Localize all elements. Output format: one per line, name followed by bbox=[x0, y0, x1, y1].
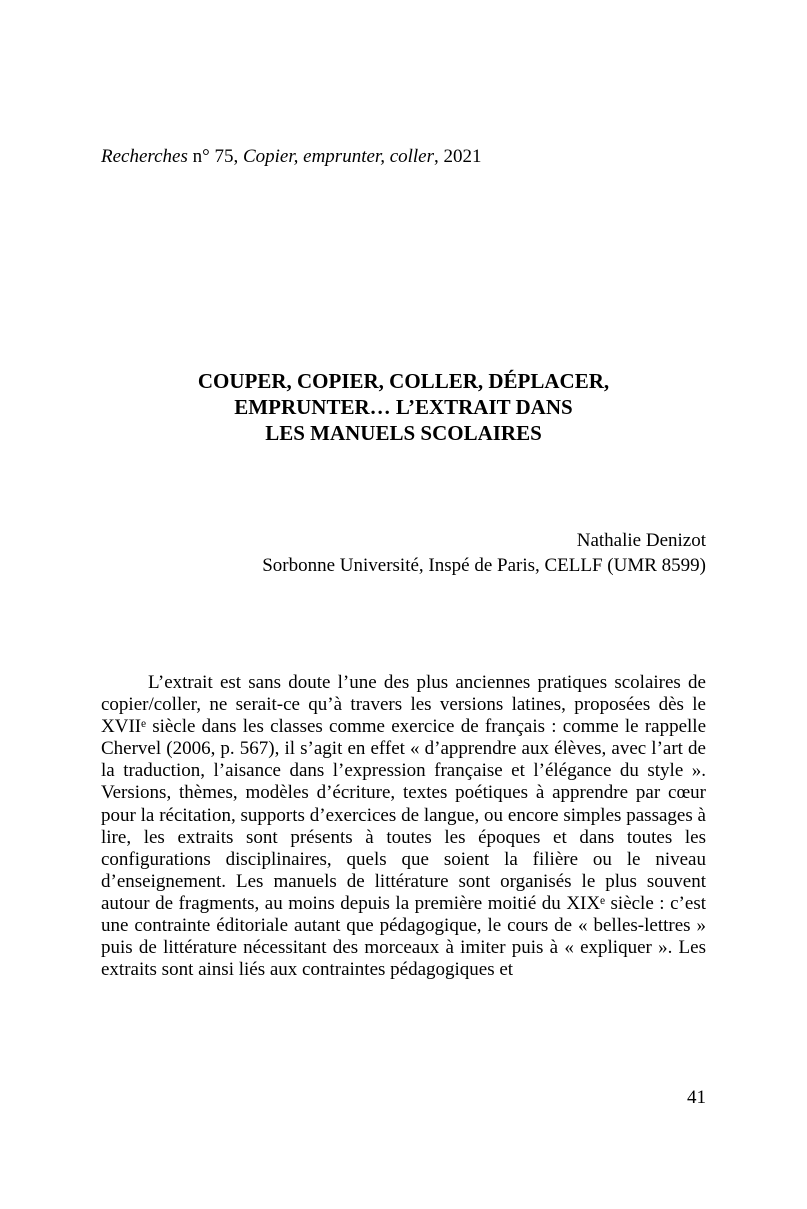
author-block bbox=[262, 528, 706, 578]
issue-number: n° 75, bbox=[187, 146, 243, 167]
running-header bbox=[101, 145, 482, 169]
issue-year: , 2021 bbox=[434, 146, 482, 167]
issue-theme: Copier, emprunter, coller bbox=[242, 146, 435, 167]
title-line: EMPRUNTER… L’EXTRAIT DANS bbox=[234, 395, 573, 419]
journal-name: Recherches bbox=[101, 146, 188, 167]
title-line: COUPER, COPIER, COLLER, DÉPLACER, bbox=[197, 369, 610, 393]
author-name: Nathalie Denizot bbox=[576, 530, 706, 551]
author-affiliation: Sorbonne Université, Inspé de Paris, CELLF (UMR 8599) bbox=[262, 555, 706, 576]
article-title bbox=[101, 368, 706, 446]
title-line: LES MANUELS SCOLAIRES bbox=[265, 421, 542, 445]
body-paragraph: L’extrait est sans doute l’une des plus anciennes pratiques scolaires de copier/coller, ne serait-ce qu’à travers les versions latines, proposées dès le XVIIᵉ siècle dans les classes comme exercice de français : comme le rappelle Chervel (2006, p. 567), il s’agit en effet « d’apprendre aux élèves, avec l’art de la traduction, l’aisance dans l’expression française et l’élégance du style ». Versions, thèmes, modèles d’écriture, textes poétiques à apprendre par cœur pour la récitation, supports d’exercices de langue, ou encore simples passages à lire, les extraits sont présents à toutes les époques et dans toutes les configurations disciplinaires, quels que soient la filière ou le niveau d’enseignement. Les manuels de littérature sont organisés le plus souvent autour de fragments, au moins depuis la première moitié du XIXᵉ siècle : c’est une contrainte éditoriale autant que pédagogique, le cours de « belles-lettres » puis de littérature nécessitant des morceaux à imiter puis à « expliquer ». Les extraits sont ainsi liés aux contraintes pédagogiques et bbox=[101, 672, 706, 981]
page-number: 41 bbox=[687, 1087, 706, 1108]
